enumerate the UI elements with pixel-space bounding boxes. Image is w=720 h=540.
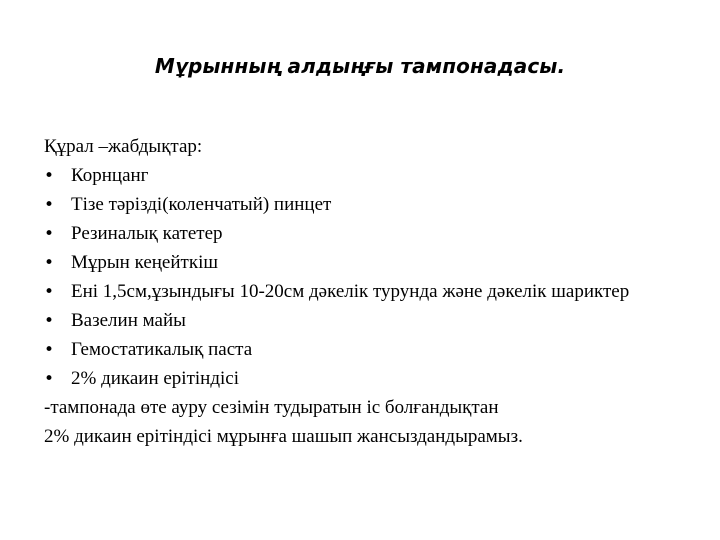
list-item-text: Мұрын кеңейткіш [71, 252, 218, 273]
bullet-icon: • [44, 311, 55, 331]
list-item [44, 252, 694, 274]
list-item-text: Тізе тәрізді(коленчатый) пинцет [71, 194, 332, 215]
slide-title: Мұрынның алдыңғы тампонадасы. [154, 54, 566, 78]
outro-text-2: 2% дикаин ерітіндісі мұрынға шашып жансыздандырамыз. [44, 426, 523, 447]
bullet-icon: • [44, 195, 55, 215]
bullet-icon: • [44, 340, 55, 360]
equipment-list [44, 165, 694, 390]
list-item-text: Резиналық катетер [71, 223, 223, 244]
bullet-icon: • [44, 224, 55, 244]
bullet-icon: • [44, 166, 55, 186]
list-item [44, 339, 694, 361]
list-item [44, 165, 694, 187]
list-item-text: Корнцанг [71, 165, 149, 186]
list-item-text: Ені 1,5см,ұзындығы 10-20см дәкелік турунда және дәкелік шариктер [71, 281, 630, 302]
slide-body [44, 136, 694, 455]
outro-text-1: -тампонада өте ауру сезімін тудыратын іс болғандықтан [44, 397, 499, 418]
list-item-text: 2% дикаин ерітіндісі [71, 368, 239, 389]
list-item [44, 223, 694, 245]
list-item [44, 310, 694, 332]
list-item-text: Вазелин майы [71, 310, 186, 331]
bullet-icon: • [44, 253, 55, 273]
list-item-text: Гемостатикалық паста [71, 339, 253, 360]
bullet-icon: • [44, 282, 55, 302]
list-item [44, 281, 694, 303]
list-item [44, 194, 694, 216]
list-item [44, 368, 694, 390]
intro-text: Құрал –жабдықтар: [44, 136, 203, 157]
bullet-icon: • [44, 369, 55, 389]
